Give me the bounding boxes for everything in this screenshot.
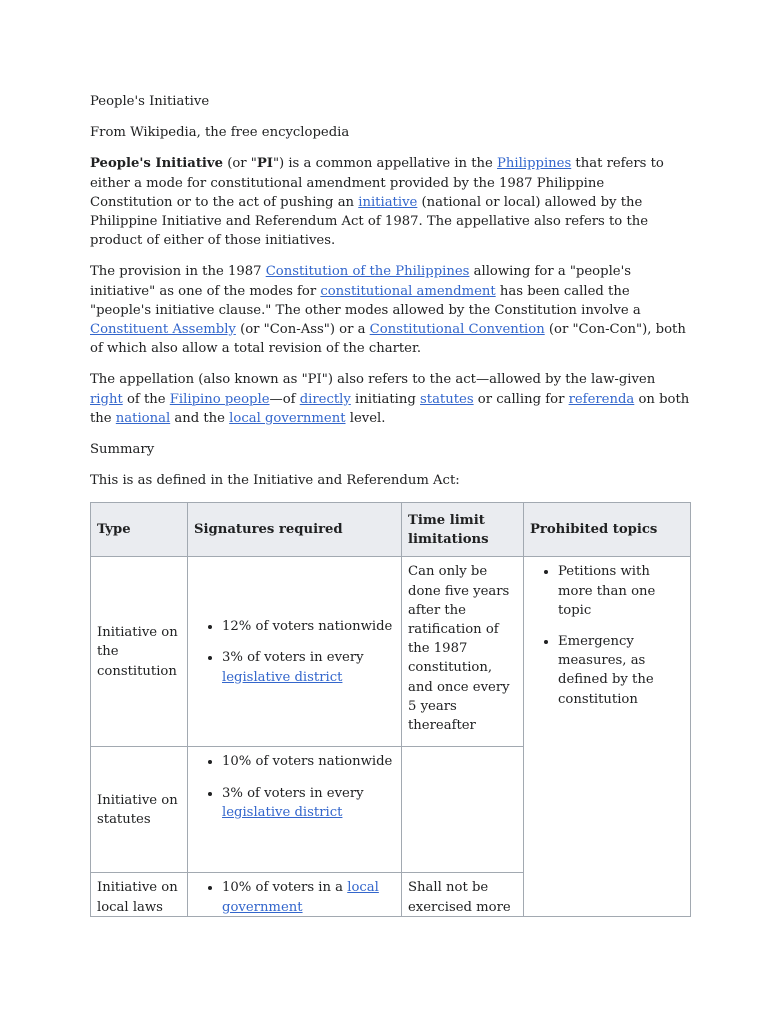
row-prohibited <box>524 557 691 917</box>
text: ") is a common appellative in the <box>272 156 498 172</box>
link-local-government[interactable]: local government <box>229 410 346 426</box>
header-time-limit: Time limit limitations <box>402 503 524 557</box>
link-statutes[interactable]: statutes <box>420 391 474 407</box>
row-time-limit <box>402 873 524 917</box>
bold-abbrev: PI <box>256 156 273 172</box>
row-signatures <box>188 873 402 917</box>
table-header-row <box>91 503 691 557</box>
link-constitutional-convention[interactable]: Constitutional Convention <box>369 322 545 338</box>
row-signatures <box>188 747 402 873</box>
prohibited-list <box>530 562 684 708</box>
text: initiating <box>350 391 420 407</box>
header-signatures: Signatures required <box>188 503 402 557</box>
text: that refers to either a mode for constitutional amendment provided by the 1987 Philippine Constitution or to the act of pushing an <box>90 156 664 210</box>
summary-table <box>90 502 691 917</box>
header-prohibited: Prohibited topics <box>524 503 691 557</box>
row-time-limit <box>402 747 524 873</box>
list-item: • Emergency measures, as defined by the constitution <box>558 632 684 709</box>
text: The appellation (also known as "PI") also refers to the act—allowed by the law-given <box>90 372 656 388</box>
link-initiative[interactable]: initiative <box>358 194 418 210</box>
signatures-clip <box>194 878 395 916</box>
text: The provision in the 1987 <box>90 264 266 280</box>
list-item <box>222 784 395 822</box>
text: 10% of voters in a <box>222 880 348 896</box>
link-legislative-district[interactable]: legislative district <box>222 669 343 685</box>
intro-paragraph <box>90 154 690 250</box>
text: (or "Con-Con"), both of which also allow a total revision of the charter. <box>90 322 686 357</box>
list-item: • 10% of voters nationwide <box>222 752 395 771</box>
appellation-paragraph <box>90 370 690 428</box>
link-legislative-district[interactable]: legislative district <box>222 804 343 820</box>
table-row <box>91 557 691 747</box>
summary-heading: Summary <box>90 442 155 458</box>
list-item: • Petitions with more than one topic <box>558 562 684 620</box>
row-type: Initiative on statutes <box>91 747 188 873</box>
list-item <box>222 648 395 686</box>
link-local-government[interactable]: local government <box>222 880 379 915</box>
list-item <box>222 878 395 916</box>
signatures-list <box>194 752 395 822</box>
text: of the <box>122 391 170 407</box>
list-item: • 12% of voters nationwide <box>222 617 395 636</box>
text: has been called the "people's initiative clause." The other modes allowed by the Constitution involve a <box>90 283 641 318</box>
row-type-text: Initiative on local laws <box>97 880 178 915</box>
text: 3% of voters in every <box>222 785 364 801</box>
text: (or " <box>223 156 257 172</box>
row-type <box>91 873 188 917</box>
header-type: Type <box>91 503 188 557</box>
text: —of <box>269 391 300 407</box>
bold-term: People's Initiative <box>90 156 223 172</box>
provision-paragraph <box>90 262 690 358</box>
link-directly[interactable]: directly <box>299 391 351 407</box>
row-signatures <box>188 557 402 747</box>
text: level. <box>345 410 386 426</box>
signatures-list <box>194 617 395 687</box>
text: allowing for a "people's initiative" as one of the modes for <box>90 264 631 299</box>
signatures-list <box>194 878 395 916</box>
link-constitutional-amendment[interactable]: constitutional amendment <box>320 283 496 299</box>
link-referenda[interactable]: referenda <box>568 391 635 407</box>
link-right[interactable]: right <box>90 391 123 407</box>
page-title: People's Initiative <box>90 94 210 109</box>
page-subtitle: From Wikipedia, the free encyclopedia <box>90 125 350 141</box>
link-constitution[interactable]: Constitution of the Philippines <box>265 264 470 280</box>
link-filipino-people[interactable]: Filipino people <box>169 391 270 407</box>
link-philippines[interactable]: Philippines <box>497 156 572 172</box>
link-constituent-assembly[interactable]: Constituent Assembly <box>90 322 236 338</box>
text: (national or local) allowed by the Philippine Initiative and Referendum Act of 1987. The appellative also refers to the product of either of those initiatives. <box>90 194 649 249</box>
text: on both the <box>90 391 690 426</box>
article-content <box>90 92 690 917</box>
text: 3% of voters in every <box>222 650 364 666</box>
link-national[interactable]: national <box>115 410 171 426</box>
row-type: Initiative on the constitution <box>91 557 188 747</box>
text: and the <box>170 410 230 426</box>
summary-intro: This is as defined in the Initiative and Referendum Act: <box>90 473 460 489</box>
row-time-limit: Can only be done five years after the ratification of the 1987 constitution, and once every 5 years thereafter <box>402 557 524 747</box>
text: (or "Con-Ass") or a <box>235 322 370 338</box>
row-time-text: Shall not be exercised more <box>408 880 511 915</box>
text: or calling for <box>473 391 569 407</box>
